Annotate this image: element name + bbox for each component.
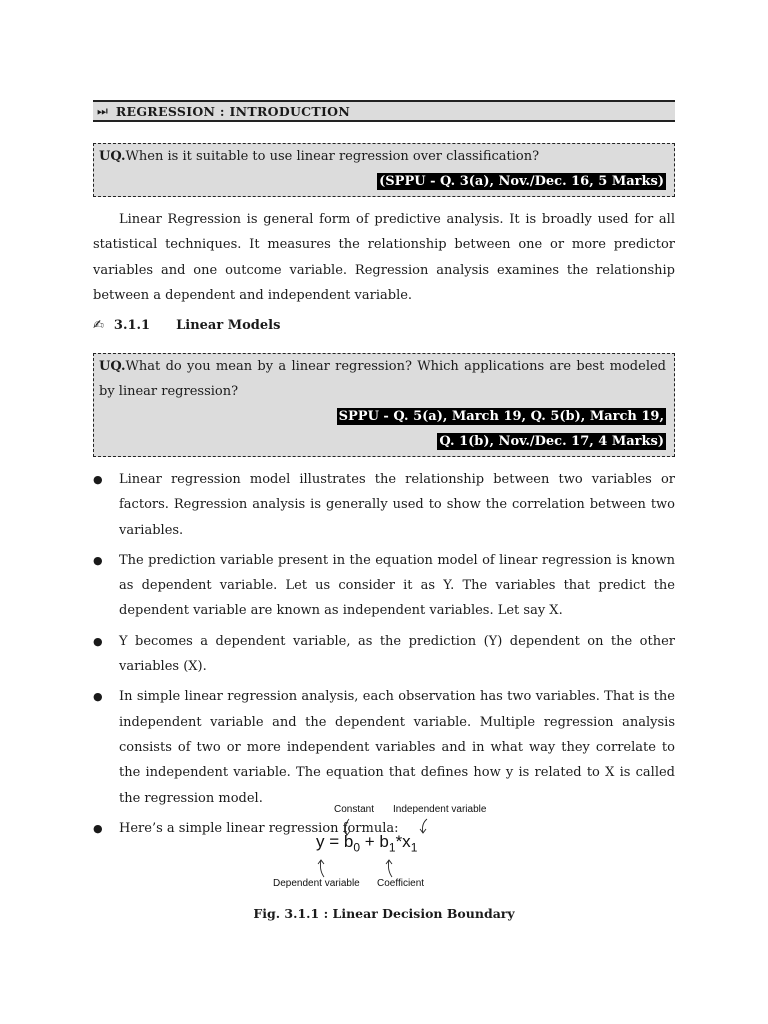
list-item: ● Linear regression model illustrates the relationship between two variables or factors. Regression analysis is generally used to show the correlation between two variables. (93, 467, 675, 543)
bullet-icon: ● (93, 690, 103, 704)
figure-caption: Fig. 3.1.1 : Linear Decision Boundary (253, 906, 515, 921)
uq1-reference (94, 169, 674, 194)
uq2-reference-text-1: SPPU - Q. 5(a), March 19, Q. 5(b), March 19, (338, 409, 664, 424)
university-question-box-1 (93, 143, 675, 197)
uq2-reference-line-2 (94, 429, 674, 454)
list-item: ● In simple linear regression analysis, each observation has two variables. That is the independent variable and the dependent variable. Multiple regression analysis consists of two or more independent variables and in what way they correlate to the independent variable. The equation that defines how y is related to X is called the regression model. (93, 684, 675, 810)
uq2-question-line (94, 354, 674, 404)
university-question-box-2 (93, 353, 675, 457)
bullet-icon: ● (93, 473, 103, 486)
bullet-icon: ● (93, 634, 103, 648)
uq-label: UQ. (99, 359, 126, 374)
subsection-number: 3.1.1 (113, 318, 151, 333)
uq-label: UQ. (99, 149, 126, 164)
section-header (93, 100, 675, 122)
label-dependent-variable: Dependent variable (273, 878, 360, 889)
subsection-title: Linear Models (176, 318, 281, 333)
list-item: ● Y becomes a dependent variable, as the prediction (Y) dependent on the other variables (X). (93, 629, 675, 680)
uq2-reference-line-1 (94, 404, 674, 429)
fast-forward-icon: ⏭ (97, 103, 108, 118)
bullet-icon: ● (93, 821, 103, 835)
pen-icon: ✍ (93, 318, 104, 333)
regression-formula-figure (271, 802, 496, 892)
regression-formula: $y = b_0 + b_1*x_1$ (316, 832, 418, 855)
section-title: REGRESSION : INTRODUCTION (115, 103, 351, 119)
uq1-reference-text: (SPPU - Q. 3(a), Nov./Dec. 16, 5 Marks) (379, 174, 664, 189)
list-item: ● The prediction variable present in the equation model of linear regression is known as dependent variable. Let us consider it as Y. The variables that predict the dependent variable are known as independent variables. Let say X. (93, 548, 675, 624)
list-item: ● Here’s a simple linear regression formula: (93, 816, 675, 841)
uq1-question: When is it suitable to use linear regression over classification? (125, 149, 540, 164)
subsection-heading (93, 318, 280, 333)
label-independent-variable: Independent variable (393, 804, 487, 815)
uq2-reference-text-2: Q. 1(b), Nov./Dec. 17, 4 Marks) (439, 434, 664, 449)
uq2-question: What do you mean by a linear regression? Which applications are best modeled by linear regression? (99, 359, 666, 399)
label-constant: Constant (334, 804, 375, 815)
bullet-list (93, 467, 675, 846)
intro-paragraph: Linear Regression is general form of predictive analysis. It is broadly used for all statistical techniques. It measures the relationship between one or more predictor variables and one outcome variable. Regression analysis examines the relationship between a dependent and independent variable. (93, 212, 675, 303)
uq1-question-line (94, 144, 674, 169)
bullet-icon: ● (93, 553, 103, 567)
label-coefficient: Coefficient (377, 878, 425, 889)
